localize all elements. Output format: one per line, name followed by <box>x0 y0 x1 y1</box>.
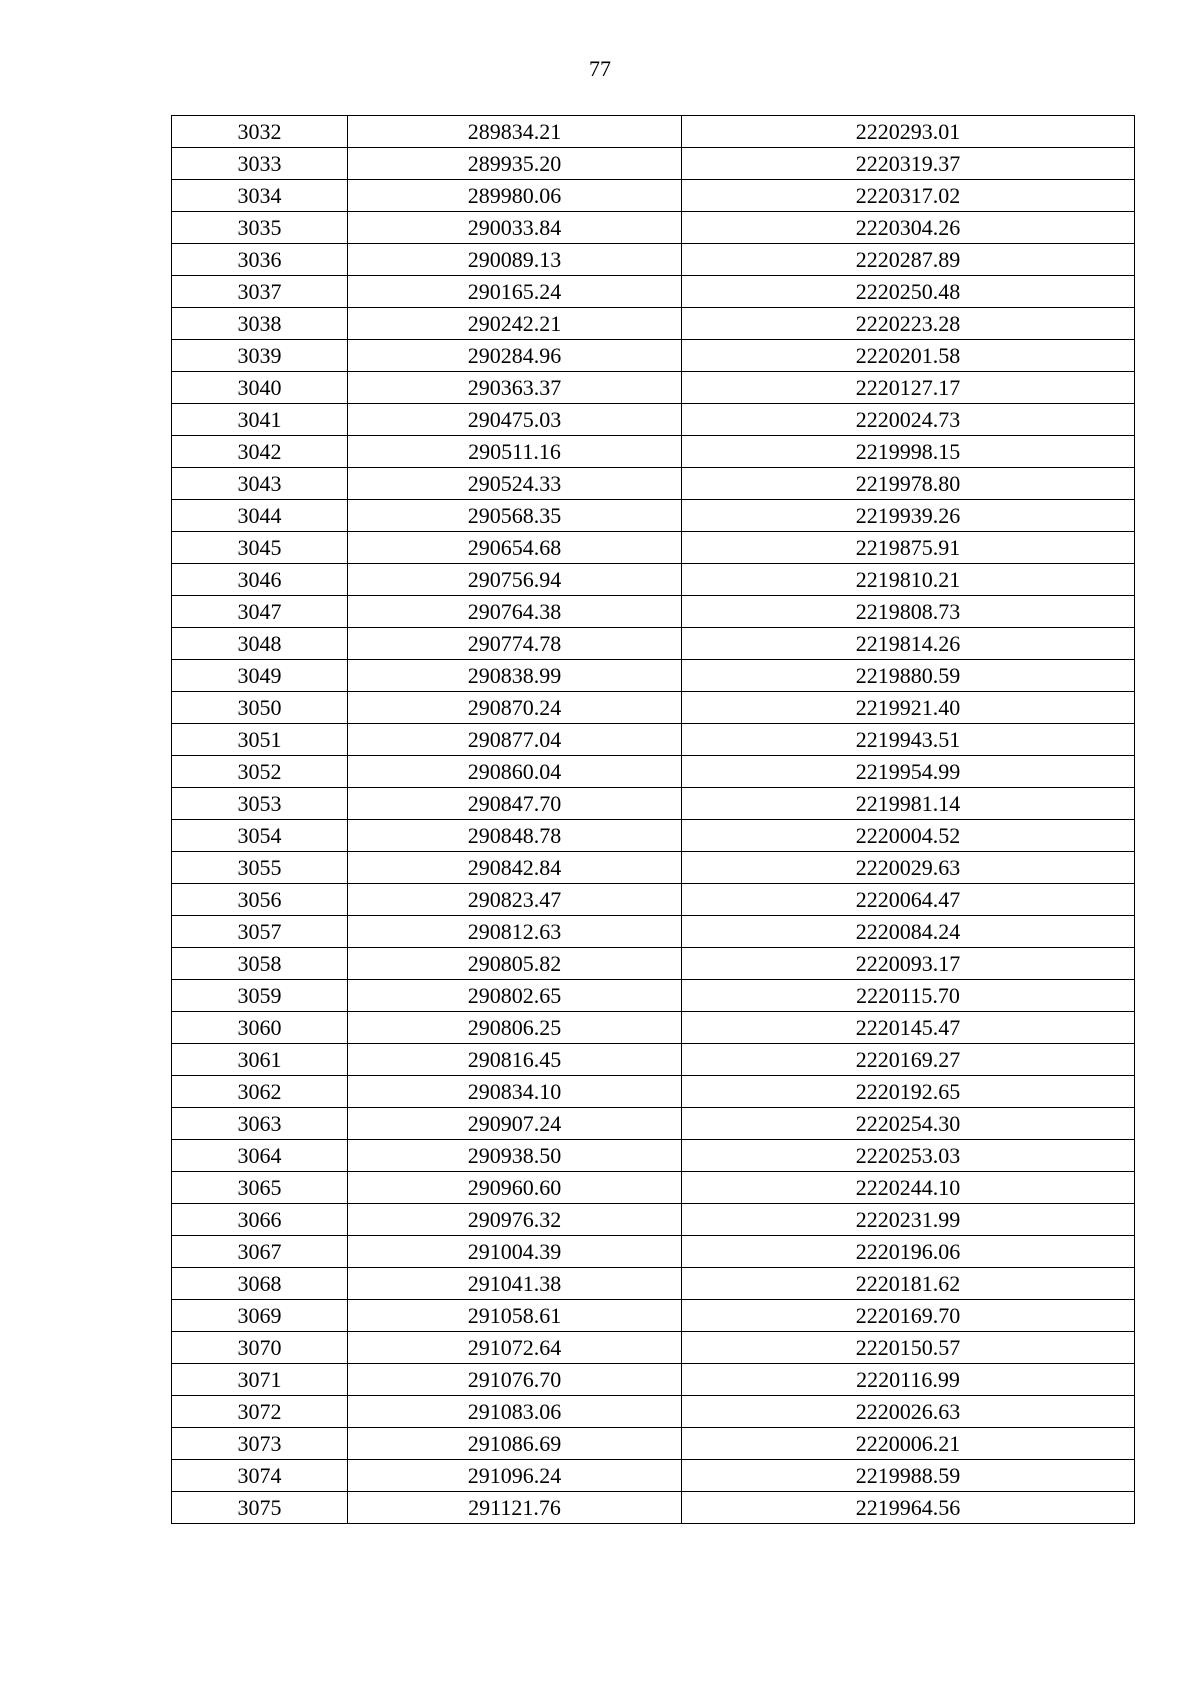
table-row <box>172 916 1135 948</box>
x-coordinate-cell: 290847.70 <box>348 788 682 820</box>
x-coordinate-cell: 290654.68 <box>348 532 682 564</box>
point-number-cell: 3064 <box>172 1140 348 1172</box>
coordinates-table <box>171 115 1135 1524</box>
y-coordinate-cell: 2220181.62 <box>682 1268 1135 1300</box>
y-coordinate-cell: 2220150.57 <box>682 1332 1135 1364</box>
y-coordinate-cell: 2219988.59 <box>682 1460 1135 1492</box>
point-number-cell: 3035 <box>172 212 348 244</box>
point-number-cell: 3036 <box>172 244 348 276</box>
y-coordinate-cell: 2220192.65 <box>682 1076 1135 1108</box>
point-number-cell: 3033 <box>172 148 348 180</box>
y-coordinate-cell: 2220169.70 <box>682 1300 1135 1332</box>
x-coordinate-cell: 290848.78 <box>348 820 682 852</box>
y-coordinate-cell: 2220287.89 <box>682 244 1135 276</box>
y-coordinate-cell: 2219998.15 <box>682 436 1135 468</box>
x-coordinate-cell: 290976.32 <box>348 1204 682 1236</box>
x-coordinate-cell: 290475.03 <box>348 404 682 436</box>
y-coordinate-cell: 2220115.70 <box>682 980 1135 1012</box>
y-coordinate-cell: 2219954.99 <box>682 756 1135 788</box>
point-number-cell: 3069 <box>172 1300 348 1332</box>
x-coordinate-cell: 290805.82 <box>348 948 682 980</box>
x-coordinate-cell: 290524.33 <box>348 468 682 500</box>
table-row <box>172 500 1135 532</box>
table-row <box>172 308 1135 340</box>
page-number: 77 <box>589 56 611 81</box>
point-number-cell: 3052 <box>172 756 348 788</box>
point-number-cell: 3038 <box>172 308 348 340</box>
table-row <box>172 148 1135 180</box>
table-row <box>172 1076 1135 1108</box>
point-number-cell: 3071 <box>172 1364 348 1396</box>
y-coordinate-cell: 2219939.26 <box>682 500 1135 532</box>
point-number-cell: 3058 <box>172 948 348 980</box>
table-row <box>172 340 1135 372</box>
x-coordinate-cell: 290284.96 <box>348 340 682 372</box>
y-coordinate-cell: 2219808.73 <box>682 596 1135 628</box>
table-row <box>172 180 1135 212</box>
y-coordinate-cell: 2220127.17 <box>682 372 1135 404</box>
y-coordinate-cell: 2220254.30 <box>682 1108 1135 1140</box>
table-row <box>172 276 1135 308</box>
point-number-cell: 3067 <box>172 1236 348 1268</box>
x-coordinate-cell: 290960.60 <box>348 1172 682 1204</box>
point-number-cell: 3075 <box>172 1492 348 1524</box>
y-coordinate-cell: 2220196.06 <box>682 1236 1135 1268</box>
table-row <box>172 948 1135 980</box>
x-coordinate-cell: 290907.24 <box>348 1108 682 1140</box>
table-row <box>172 1044 1135 1076</box>
y-coordinate-cell: 2220024.73 <box>682 404 1135 436</box>
coordinates-table-body <box>172 116 1135 1524</box>
x-coordinate-cell: 290877.04 <box>348 724 682 756</box>
x-coordinate-cell: 291004.39 <box>348 1236 682 1268</box>
point-number-cell: 3054 <box>172 820 348 852</box>
table-row <box>172 1492 1135 1524</box>
y-coordinate-cell: 2220244.10 <box>682 1172 1135 1204</box>
table-row <box>172 532 1135 564</box>
x-coordinate-cell: 290568.35 <box>348 500 682 532</box>
x-coordinate-cell: 290774.78 <box>348 628 682 660</box>
y-coordinate-cell: 2220029.63 <box>682 852 1135 884</box>
x-coordinate-cell: 290511.16 <box>348 436 682 468</box>
y-coordinate-cell: 2220145.47 <box>682 1012 1135 1044</box>
x-coordinate-cell: 290033.84 <box>348 212 682 244</box>
point-number-cell: 3045 <box>172 532 348 564</box>
x-coordinate-cell: 291072.64 <box>348 1332 682 1364</box>
table-row <box>172 788 1135 820</box>
y-coordinate-cell: 2219875.91 <box>682 532 1135 564</box>
y-coordinate-cell: 2220026.63 <box>682 1396 1135 1428</box>
point-number-cell: 3051 <box>172 724 348 756</box>
y-coordinate-cell: 2220231.99 <box>682 1204 1135 1236</box>
x-coordinate-cell: 290363.37 <box>348 372 682 404</box>
x-coordinate-cell: 290842.84 <box>348 852 682 884</box>
point-number-cell: 3032 <box>172 116 348 148</box>
y-coordinate-cell: 2220319.37 <box>682 148 1135 180</box>
table-row <box>172 1300 1135 1332</box>
table-row <box>172 116 1135 148</box>
table-row <box>172 1012 1135 1044</box>
y-coordinate-cell: 2220253.03 <box>682 1140 1135 1172</box>
y-coordinate-cell: 2220304.26 <box>682 212 1135 244</box>
y-coordinate-cell: 2220116.99 <box>682 1364 1135 1396</box>
x-coordinate-cell: 290834.10 <box>348 1076 682 1108</box>
x-coordinate-cell: 291076.70 <box>348 1364 682 1396</box>
x-coordinate-cell: 289980.06 <box>348 180 682 212</box>
point-number-cell: 3046 <box>172 564 348 596</box>
point-number-cell: 3047 <box>172 596 348 628</box>
point-number-cell: 3053 <box>172 788 348 820</box>
point-number-cell: 3048 <box>172 628 348 660</box>
point-number-cell: 3072 <box>172 1396 348 1428</box>
point-number-cell: 3050 <box>172 692 348 724</box>
x-coordinate-cell: 290756.94 <box>348 564 682 596</box>
table-row <box>172 1268 1135 1300</box>
x-coordinate-cell: 289935.20 <box>348 148 682 180</box>
point-number-cell: 3059 <box>172 980 348 1012</box>
x-coordinate-cell: 290764.38 <box>348 596 682 628</box>
y-coordinate-cell: 2220223.28 <box>682 308 1135 340</box>
x-coordinate-cell: 291086.69 <box>348 1428 682 1460</box>
table-row <box>172 692 1135 724</box>
point-number-cell: 3062 <box>172 1076 348 1108</box>
point-number-cell: 3074 <box>172 1460 348 1492</box>
point-number-cell: 3056 <box>172 884 348 916</box>
y-coordinate-cell: 2220293.01 <box>682 116 1135 148</box>
point-number-cell: 3066 <box>172 1204 348 1236</box>
y-coordinate-cell: 2219810.21 <box>682 564 1135 596</box>
x-coordinate-cell: 291058.61 <box>348 1300 682 1332</box>
point-number-cell: 3043 <box>172 468 348 500</box>
x-coordinate-cell: 290806.25 <box>348 1012 682 1044</box>
y-coordinate-cell: 2220201.58 <box>682 340 1135 372</box>
table-row <box>172 244 1135 276</box>
point-number-cell: 3042 <box>172 436 348 468</box>
table-row <box>172 372 1135 404</box>
y-coordinate-cell: 2220064.47 <box>682 884 1135 916</box>
table-row <box>172 1460 1135 1492</box>
table-row <box>172 756 1135 788</box>
point-number-cell: 3070 <box>172 1332 348 1364</box>
table-row <box>172 596 1135 628</box>
point-number-cell: 3039 <box>172 340 348 372</box>
point-number-cell: 3057 <box>172 916 348 948</box>
point-number-cell: 3037 <box>172 276 348 308</box>
table-row <box>172 212 1135 244</box>
y-coordinate-cell: 2219943.51 <box>682 724 1135 756</box>
x-coordinate-cell: 290089.13 <box>348 244 682 276</box>
y-coordinate-cell: 2219880.59 <box>682 660 1135 692</box>
table-row <box>172 1428 1135 1460</box>
y-coordinate-cell: 2220093.17 <box>682 948 1135 980</box>
point-number-cell: 3065 <box>172 1172 348 1204</box>
table-row <box>172 1332 1135 1364</box>
y-coordinate-cell: 2220084.24 <box>682 916 1135 948</box>
table-row <box>172 852 1135 884</box>
table-row <box>172 820 1135 852</box>
table-row <box>172 1172 1135 1204</box>
point-number-cell: 3034 <box>172 180 348 212</box>
x-coordinate-cell: 290816.45 <box>348 1044 682 1076</box>
x-coordinate-cell: 291121.76 <box>348 1492 682 1524</box>
table-row <box>172 1396 1135 1428</box>
x-coordinate-cell: 290802.65 <box>348 980 682 1012</box>
point-number-cell: 3063 <box>172 1108 348 1140</box>
x-coordinate-cell: 290165.24 <box>348 276 682 308</box>
x-coordinate-cell: 290860.04 <box>348 756 682 788</box>
table-row <box>172 980 1135 1012</box>
x-coordinate-cell: 291041.38 <box>348 1268 682 1300</box>
point-number-cell: 3041 <box>172 404 348 436</box>
table-row <box>172 1204 1135 1236</box>
x-coordinate-cell: 291096.24 <box>348 1460 682 1492</box>
x-coordinate-cell: 291083.06 <box>348 1396 682 1428</box>
x-coordinate-cell: 290870.24 <box>348 692 682 724</box>
y-coordinate-cell: 2220004.52 <box>682 820 1135 852</box>
x-coordinate-cell: 290242.21 <box>348 308 682 340</box>
y-coordinate-cell: 2220250.48 <box>682 276 1135 308</box>
y-coordinate-cell: 2219814.26 <box>682 628 1135 660</box>
x-coordinate-cell: 290812.63 <box>348 916 682 948</box>
point-number-cell: 3073 <box>172 1428 348 1460</box>
y-coordinate-cell: 2220006.21 <box>682 1428 1135 1460</box>
table-row <box>172 1108 1135 1140</box>
y-coordinate-cell: 2220317.02 <box>682 180 1135 212</box>
table-row <box>172 404 1135 436</box>
point-number-cell: 3060 <box>172 1012 348 1044</box>
table-row <box>172 884 1135 916</box>
point-number-cell: 3049 <box>172 660 348 692</box>
x-coordinate-cell: 290838.99 <box>348 660 682 692</box>
table-row <box>172 628 1135 660</box>
point-number-cell: 3040 <box>172 372 348 404</box>
table-row <box>172 724 1135 756</box>
x-coordinate-cell: 290938.50 <box>348 1140 682 1172</box>
y-coordinate-cell: 2219964.56 <box>682 1492 1135 1524</box>
table-row <box>172 1364 1135 1396</box>
y-coordinate-cell: 2219921.40 <box>682 692 1135 724</box>
table-row <box>172 660 1135 692</box>
x-coordinate-cell: 289834.21 <box>348 116 682 148</box>
point-number-cell: 3068 <box>172 1268 348 1300</box>
x-coordinate-cell: 290823.47 <box>348 884 682 916</box>
point-number-cell: 3044 <box>172 500 348 532</box>
table-row <box>172 436 1135 468</box>
y-coordinate-cell: 2219978.80 <box>682 468 1135 500</box>
point-number-cell: 3061 <box>172 1044 348 1076</box>
point-number-cell: 3055 <box>172 852 348 884</box>
table-row <box>172 468 1135 500</box>
table-row <box>172 1236 1135 1268</box>
table-row <box>172 564 1135 596</box>
y-coordinate-cell: 2220169.27 <box>682 1044 1135 1076</box>
table-row <box>172 1140 1135 1172</box>
y-coordinate-cell: 2219981.14 <box>682 788 1135 820</box>
